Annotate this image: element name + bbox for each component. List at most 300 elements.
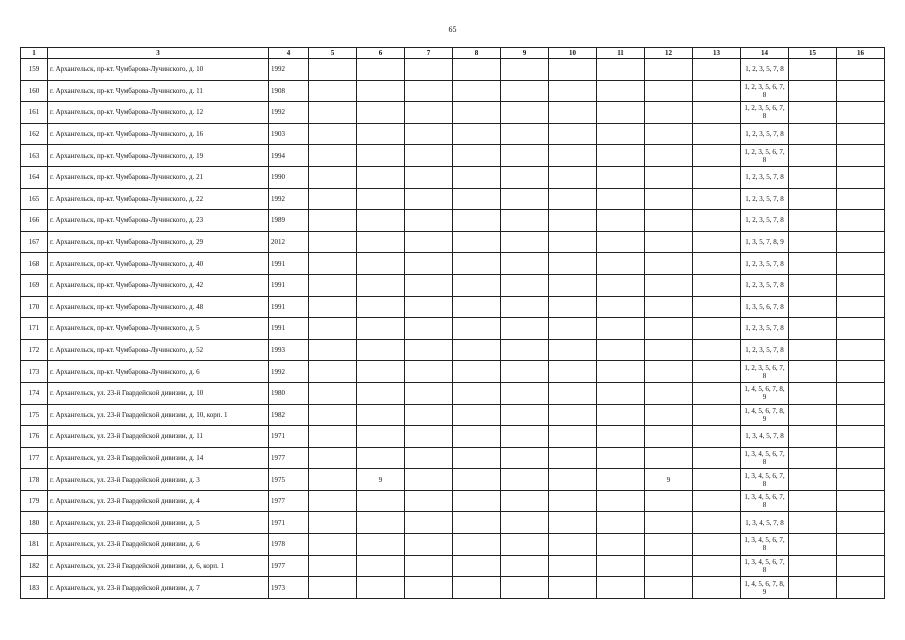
col15-cell (789, 253, 837, 275)
col6-cell (357, 188, 405, 210)
col15-cell (789, 188, 837, 210)
table-row (21, 382, 885, 404)
col14-cell: 1, 4, 5, 6, 7, 8, 9 (741, 404, 789, 426)
col15-cell (789, 555, 837, 577)
col5-cell (309, 318, 357, 340)
col15-cell (789, 102, 837, 124)
year-cell: 1992 (269, 102, 309, 124)
column-header: 10 (549, 48, 597, 59)
col13-cell (693, 102, 741, 124)
year-cell: 1992 (269, 188, 309, 210)
year-cell: 1977 (269, 555, 309, 577)
col16-cell (837, 166, 885, 188)
col13-cell (693, 339, 741, 361)
col9-cell (501, 123, 549, 145)
col10-cell (549, 318, 597, 340)
col14-cell: 1, 3, 4, 5, 6, 7, 8 (741, 447, 789, 469)
col7-cell (405, 166, 453, 188)
col10-cell (549, 80, 597, 102)
col12-cell (645, 447, 693, 469)
table-row (21, 577, 885, 599)
address-cell: г. Архангельск, пр-кт. Чумбарова-Лучинского, д. 12 (48, 102, 269, 124)
col6-cell (357, 253, 405, 275)
col12-cell (645, 339, 693, 361)
address-cell: г. Архангельск, пр-кт. Чумбарова-Лучинского, д. 5 (48, 318, 269, 340)
col16-cell (837, 339, 885, 361)
col12-cell (645, 102, 693, 124)
col9-cell (501, 404, 549, 426)
row-number: 170 (21, 296, 48, 318)
col8-cell (453, 59, 501, 81)
year-cell: 1991 (269, 296, 309, 318)
col5-cell (309, 382, 357, 404)
col9-cell (501, 361, 549, 383)
address-cell: г. Архангельск, пр-кт. Чумбарова-Лучинского, д. 10 (48, 59, 269, 81)
col15-cell (789, 447, 837, 469)
col11-cell (597, 318, 645, 340)
col8-cell (453, 469, 501, 491)
row-number: 178 (21, 469, 48, 491)
col16-cell (837, 123, 885, 145)
col13-cell (693, 490, 741, 512)
col9-cell (501, 59, 549, 81)
col9-cell (501, 469, 549, 491)
col13-cell (693, 231, 741, 253)
col15-cell (789, 231, 837, 253)
col5-cell (309, 577, 357, 599)
row-number: 169 (21, 274, 48, 296)
col9-cell (501, 80, 549, 102)
col16-cell (837, 145, 885, 167)
col16-cell (837, 296, 885, 318)
table-row (21, 512, 885, 534)
col5-cell (309, 426, 357, 448)
col8-cell (453, 318, 501, 340)
col6-cell (357, 166, 405, 188)
address-cell: г. Архангельск, пр-кт. Чумбарова-Лучинского, д. 21 (48, 166, 269, 188)
col6-cell (357, 426, 405, 448)
year-cell: 1989 (269, 210, 309, 232)
col11-cell (597, 188, 645, 210)
col16-cell (837, 447, 885, 469)
col16-cell (837, 210, 885, 232)
col9-cell (501, 555, 549, 577)
col10-cell (549, 274, 597, 296)
column-header: 6 (357, 48, 405, 59)
col10-cell (549, 296, 597, 318)
col5-cell (309, 80, 357, 102)
col10-cell (549, 59, 597, 81)
col5-cell (309, 447, 357, 469)
col11-cell (597, 361, 645, 383)
table-row (21, 447, 885, 469)
row-number: 177 (21, 447, 48, 469)
col8-cell (453, 577, 501, 599)
col16-cell (837, 426, 885, 448)
col15-cell (789, 123, 837, 145)
col9-cell (501, 231, 549, 253)
col9-cell (501, 166, 549, 188)
row-number: 167 (21, 231, 48, 253)
address-cell: г. Архангельск, ул. 23-й Гвардейской дивизии, д. 10 (48, 382, 269, 404)
col6-cell (357, 577, 405, 599)
col14-cell: 1, 3, 4, 5, 6, 7, 8 (741, 490, 789, 512)
header-row (21, 48, 885, 59)
table-row (21, 231, 885, 253)
col15-cell (789, 382, 837, 404)
col7-cell (405, 102, 453, 124)
col13-cell (693, 318, 741, 340)
col13-cell (693, 361, 741, 383)
year-cell: 1903 (269, 123, 309, 145)
col5-cell (309, 469, 357, 491)
address-cell: г. Архангельск, ул. 23-й Гвардейской дивизии, д. 3 (48, 469, 269, 491)
table-row (21, 318, 885, 340)
table-row (21, 469, 885, 491)
column-header: 9 (501, 48, 549, 59)
col6-cell (357, 534, 405, 556)
col14-cell: 1, 2, 3, 5, 6, 7, 8 (741, 145, 789, 167)
col8-cell (453, 339, 501, 361)
col15-cell (789, 210, 837, 232)
col5-cell (309, 166, 357, 188)
col8-cell (453, 555, 501, 577)
address-cell: г. Архангельск, пр-кт. Чумбарова-Лучинского, д. 29 (48, 231, 269, 253)
col14-cell: 1, 2, 3, 5, 7, 8 (741, 318, 789, 340)
col16-cell (837, 231, 885, 253)
year-cell: 1992 (269, 59, 309, 81)
col7-cell (405, 490, 453, 512)
col15-cell (789, 274, 837, 296)
col7-cell (405, 296, 453, 318)
row-number: 168 (21, 253, 48, 275)
col13-cell (693, 577, 741, 599)
col10-cell (549, 469, 597, 491)
col5-cell (309, 59, 357, 81)
col11-cell (597, 253, 645, 275)
col12-cell (645, 426, 693, 448)
col15-cell (789, 404, 837, 426)
col10-cell (549, 231, 597, 253)
col13-cell (693, 274, 741, 296)
col10-cell (549, 447, 597, 469)
col11-cell (597, 59, 645, 81)
col10-cell (549, 253, 597, 275)
table-row (21, 426, 885, 448)
address-cell: г. Архангельск, пр-кт. Чумбарова-Лучинского, д. 19 (48, 145, 269, 167)
col11-cell (597, 577, 645, 599)
col16-cell (837, 382, 885, 404)
col11-cell (597, 447, 645, 469)
col9-cell (501, 447, 549, 469)
col11-cell (597, 231, 645, 253)
col15-cell (789, 490, 837, 512)
address-cell: г. Архангельск, ул. 23-й Гвардейской дивизии, д. 14 (48, 447, 269, 469)
col14-cell: 1, 2, 3, 5, 7, 8 (741, 274, 789, 296)
col11-cell (597, 123, 645, 145)
row-number: 171 (21, 318, 48, 340)
col15-cell (789, 296, 837, 318)
col14-cell: 1, 3, 4, 5, 6, 7, 8 (741, 534, 789, 556)
col5-cell (309, 274, 357, 296)
col7-cell (405, 404, 453, 426)
col10-cell (549, 512, 597, 534)
address-cell: г. Архангельск, ул. 23-й Гвардейской дивизии, д. 11 (48, 426, 269, 448)
col15-cell (789, 166, 837, 188)
column-header: 16 (837, 48, 885, 59)
table-row (21, 490, 885, 512)
col13-cell (693, 145, 741, 167)
row-number: 166 (21, 210, 48, 232)
col16-cell (837, 555, 885, 577)
year-cell: 1991 (269, 318, 309, 340)
address-cell: г. Архангельск, пр-кт. Чумбарова-Лучинского, д. 42 (48, 274, 269, 296)
col9-cell (501, 210, 549, 232)
col11-cell (597, 80, 645, 102)
table-row (21, 361, 885, 383)
year-cell: 1982 (269, 404, 309, 426)
col9-cell (501, 426, 549, 448)
col8-cell (453, 490, 501, 512)
col6-cell (357, 318, 405, 340)
col6-cell: 9 (357, 469, 405, 491)
col12-cell (645, 80, 693, 102)
col9-cell (501, 339, 549, 361)
page-number: 65 (448, 25, 457, 34)
col14-cell: 1, 2, 3, 5, 7, 8 (741, 123, 789, 145)
col7-cell (405, 426, 453, 448)
row-number: 163 (21, 145, 48, 167)
col14-cell: 1, 2, 3, 5, 7, 8 (741, 166, 789, 188)
col9-cell (501, 253, 549, 275)
address-cell: г. Архангельск, пр-кт. Чумбарова-Лучинского, д. 6 (48, 361, 269, 383)
table-row (21, 166, 885, 188)
year-cell: 2012 (269, 231, 309, 253)
year-cell: 1978 (269, 534, 309, 556)
address-cell: г. Архангельск, ул. 23-й Гвардейской дивизии, д. 6 (48, 534, 269, 556)
col6-cell (357, 382, 405, 404)
row-number: 183 (21, 577, 48, 599)
address-cell: г. Архангельск, пр-кт. Чумбарова-Лучинского, д. 40 (48, 253, 269, 275)
col9-cell (501, 534, 549, 556)
col13-cell (693, 469, 741, 491)
col8-cell (453, 426, 501, 448)
col8-cell (453, 231, 501, 253)
col13-cell (693, 534, 741, 556)
col8-cell (453, 145, 501, 167)
col15-cell (789, 361, 837, 383)
col7-cell (405, 188, 453, 210)
year-cell: 1992 (269, 361, 309, 383)
col14-cell: 1, 2, 3, 5, 7, 8 (741, 253, 789, 275)
col12-cell (645, 577, 693, 599)
col14-cell: 1, 4, 5, 6, 7, 8, 9 (741, 382, 789, 404)
col12-cell (645, 210, 693, 232)
col7-cell (405, 59, 453, 81)
col11-cell (597, 296, 645, 318)
col13-cell (693, 80, 741, 102)
col11-cell (597, 166, 645, 188)
col11-cell (597, 469, 645, 491)
col13-cell (693, 404, 741, 426)
col12-cell (645, 404, 693, 426)
column-header: 8 (453, 48, 501, 59)
col10-cell (549, 210, 597, 232)
year-cell: 1971 (269, 512, 309, 534)
table-row (21, 274, 885, 296)
col9-cell (501, 382, 549, 404)
row-number: 159 (21, 59, 48, 81)
year-cell: 1975 (269, 469, 309, 491)
col14-cell: 1, 2, 3, 5, 7, 8 (741, 210, 789, 232)
row-number: 179 (21, 490, 48, 512)
col16-cell (837, 59, 885, 81)
column-header: 14 (741, 48, 789, 59)
col11-cell (597, 534, 645, 556)
col6-cell (357, 339, 405, 361)
col7-cell (405, 577, 453, 599)
col12-cell (645, 145, 693, 167)
col13-cell (693, 188, 741, 210)
col6-cell (357, 210, 405, 232)
row-number: 175 (21, 404, 48, 426)
col13-cell (693, 512, 741, 534)
col9-cell (501, 577, 549, 599)
year-cell: 1977 (269, 447, 309, 469)
address-cell: г. Архангельск, пр-кт. Чумбарова-Лучинского, д. 23 (48, 210, 269, 232)
col14-cell: 1, 3, 4, 5, 7, 8 (741, 512, 789, 534)
col12-cell (645, 361, 693, 383)
col12-cell (645, 296, 693, 318)
table-body (21, 59, 885, 599)
address-cell: г. Архангельск, ул. 23-й Гвардейской дивизии, д. 7 (48, 577, 269, 599)
col5-cell (309, 339, 357, 361)
address-cell: г. Архангельск, ул. 23-й Гвардейской дивизии, д. 10, корп. 1 (48, 404, 269, 426)
col15-cell (789, 318, 837, 340)
col13-cell (693, 210, 741, 232)
col9-cell (501, 296, 549, 318)
col7-cell (405, 318, 453, 340)
col6-cell (357, 123, 405, 145)
col6-cell (357, 447, 405, 469)
table-row (21, 210, 885, 232)
column-header: 1 (21, 48, 48, 59)
col14-cell: 1, 3, 4, 5, 7, 8 (741, 426, 789, 448)
col10-cell (549, 577, 597, 599)
col6-cell (357, 512, 405, 534)
col15-cell (789, 512, 837, 534)
row-number: 164 (21, 166, 48, 188)
col15-cell (789, 80, 837, 102)
col8-cell (453, 166, 501, 188)
table-row (21, 80, 885, 102)
col14-cell: 1, 3, 4, 5, 6, 7, 8 (741, 555, 789, 577)
col13-cell (693, 296, 741, 318)
year-cell: 1977 (269, 490, 309, 512)
col15-cell (789, 59, 837, 81)
column-header: 15 (789, 48, 837, 59)
col14-cell: 1, 2, 3, 5, 7, 8 (741, 188, 789, 210)
address-cell: г. Архангельск, пр-кт. Чумбарова-Лучинского, д. 16 (48, 123, 269, 145)
table-row (21, 123, 885, 145)
col16-cell (837, 512, 885, 534)
col6-cell (357, 145, 405, 167)
col7-cell (405, 145, 453, 167)
col12-cell (645, 382, 693, 404)
year-cell: 1991 (269, 274, 309, 296)
col16-cell (837, 361, 885, 383)
col8-cell (453, 512, 501, 534)
col11-cell (597, 382, 645, 404)
col10-cell (549, 382, 597, 404)
col8-cell (453, 102, 501, 124)
address-cell: г. Архангельск, пр-кт. Чумбарова-Лучинского, д. 48 (48, 296, 269, 318)
col6-cell (357, 555, 405, 577)
col12-cell (645, 534, 693, 556)
table-row (21, 102, 885, 124)
col6-cell (357, 404, 405, 426)
col10-cell (549, 166, 597, 188)
col10-cell (549, 188, 597, 210)
year-cell: 1990 (269, 166, 309, 188)
col6-cell (357, 231, 405, 253)
row-number: 174 (21, 382, 48, 404)
address-cell: г. Архангельск, пр-кт. Чумбарова-Лучинского, д. 22 (48, 188, 269, 210)
address-cell: г. Архангельск, пр-кт. Чумбарова-Лучинского, д. 11 (48, 80, 269, 102)
row-number: 162 (21, 123, 48, 145)
col7-cell (405, 123, 453, 145)
col12-cell (645, 555, 693, 577)
column-header: 11 (597, 48, 645, 59)
address-cell: г. Архангельск, ул. 23-й Гвардейской дивизии, д. 6, корп. 1 (48, 555, 269, 577)
row-number: 176 (21, 426, 48, 448)
col5-cell (309, 123, 357, 145)
col12-cell (645, 123, 693, 145)
column-header: 12 (645, 48, 693, 59)
col8-cell (453, 253, 501, 275)
col9-cell (501, 145, 549, 167)
col10-cell (549, 555, 597, 577)
table-header (21, 48, 885, 59)
col8-cell (453, 534, 501, 556)
col8-cell (453, 274, 501, 296)
col14-cell: 1, 2, 3, 5, 6, 7, 8 (741, 80, 789, 102)
col16-cell (837, 80, 885, 102)
col11-cell (597, 512, 645, 534)
col10-cell (549, 490, 597, 512)
col11-cell (597, 145, 645, 167)
col16-cell (837, 404, 885, 426)
col6-cell (357, 490, 405, 512)
col15-cell (789, 534, 837, 556)
registry-table (20, 47, 885, 599)
col12-cell (645, 274, 693, 296)
col6-cell (357, 296, 405, 318)
col9-cell (501, 318, 549, 340)
row-number: 173 (21, 361, 48, 383)
col5-cell (309, 188, 357, 210)
col13-cell (693, 555, 741, 577)
col16-cell (837, 577, 885, 599)
col8-cell (453, 188, 501, 210)
table-row (21, 59, 885, 81)
col16-cell (837, 102, 885, 124)
col16-cell (837, 274, 885, 296)
col5-cell (309, 534, 357, 556)
col12-cell (645, 59, 693, 81)
col15-cell (789, 577, 837, 599)
col7-cell (405, 447, 453, 469)
